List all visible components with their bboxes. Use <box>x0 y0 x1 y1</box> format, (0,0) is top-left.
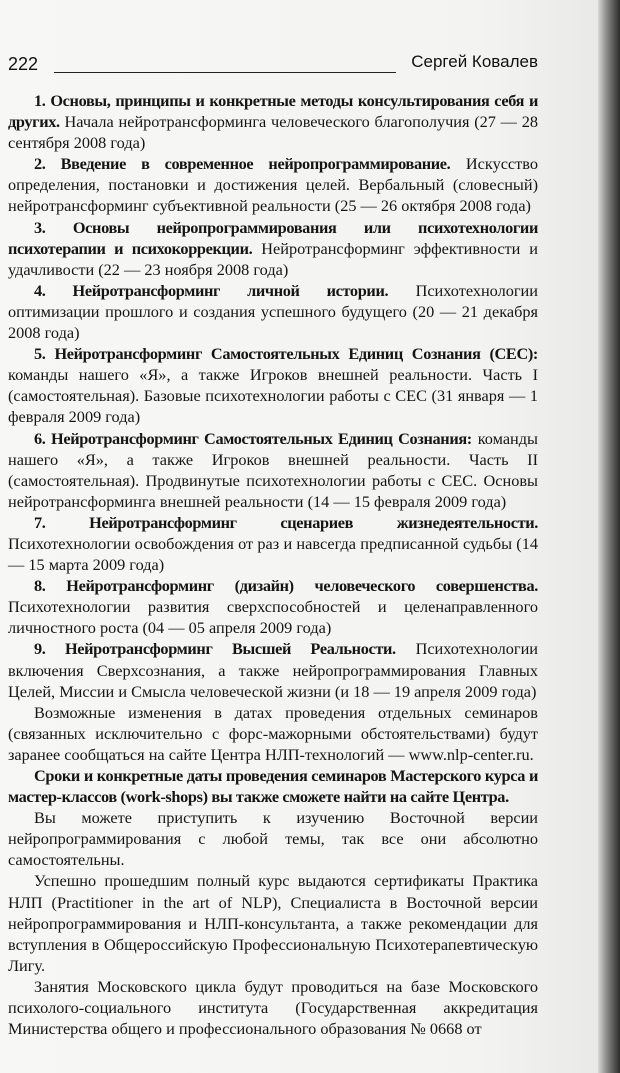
paragraph-text: Психотехнологии развития сверхспособностей и целенаправленного личностного роста (04 — 05 апреля 2009 года) <box>8 597 538 638</box>
paragraph-seminar-2 <box>8 153 538 216</box>
paragraph-moscow-venue <box>8 976 538 1039</box>
paragraph-start-any-topic <box>8 807 538 870</box>
page-number: 222 <box>8 54 39 74</box>
paragraph-seminar-7 <box>8 512 538 575</box>
paragraph-heading: 6. Нейротрансформинг Самостоятельных Единиц Сознания: <box>34 428 472 448</box>
paragraph-seminar-9 <box>8 638 538 701</box>
paragraph-heading: 2. Введение в современное нейропрограммирование. <box>34 154 451 174</box>
running-head-author: Сергей Ковалев <box>411 52 538 71</box>
paragraph-text: Начала нейротрансформинга человеческого благополучия (27 — 28 сентября 2008 года) <box>8 112 538 153</box>
paragraph-text: Занятия Московского цикла будут проводиться на базе Московского психолого-социального института (Государственная аккредитация Министерства общего и профессионального образования № 0668 от <box>8 976 538 1039</box>
paragraph-text: команды нашего «Я», а также Игроков внешней реальности. Часть II (самостоятельная). Продвинутые психотехнологии работы с СЕС. Основы нейротрансформинга внешней реальности (14 — 15 февраля 2009 года) <box>8 428 538 511</box>
paragraph-text: Нейротрансформинг эффективности и удачливости (22 — 23 ноября 2008 года) <box>8 238 538 279</box>
paragraph-heading: 5. Нейротрансформинг Самостоятельных Единиц Сознания (СЕС): <box>34 344 538 364</box>
paragraph-heading: 1. Основы, принципы и конкретные методы консультирования себя и других. <box>8 91 538 132</box>
page-header <box>8 52 538 76</box>
paragraph-certificates <box>8 870 538 975</box>
paragraph-text: Возможные изменения в датах проведения отдельных семинаров (связанных исключительно с форс-мажорными обстоятельствами) будут заранее сообщаться на сайте Центра НЛП-технологий — www.nlp-center.ru. <box>8 702 538 764</box>
paragraph-seminar-1 <box>8 90 538 153</box>
paragraph-heading: 9. Нейротрансформинг Высшей Реальности. <box>34 639 396 659</box>
paragraph-heading: 8. Нейротрансформинг (дизайн) человеческого совершенства. <box>34 576 538 596</box>
book-spine-shadow <box>598 0 620 1073</box>
paragraph-seminar-8 <box>8 575 538 638</box>
paragraph-heading: Сроки и конкретные даты проведения семинаров Мастерского курса и мастер-классов (work-shops) вы также сможете найти на сайте Центра. <box>8 766 538 807</box>
paragraph-seminar-3 <box>8 217 538 280</box>
paragraph-seminar-6 <box>8 428 538 512</box>
paragraph-text: команды нашего «Я», а также Игроков внешней реальности. Часть I (самостоятельная). Базовые психотехнологии работы с СЕС (31 января — 1 февраля 2009 года) <box>8 365 538 427</box>
paragraph-text: Искусство определения, постановки и достижения целей. Вербальный (словесный) нейротрансформинг субъективной реальности (25 — 26 октября 2008 года) <box>8 154 538 216</box>
paragraph-text: Психотехнологии оптимизации прошлого и создания успешного будущего (20 — 21 декабря 2008 года) <box>8 280 538 343</box>
paragraph-master-course <box>8 765 538 807</box>
paragraph-heading: 4. Нейротрансформинг личной истории. <box>34 280 389 300</box>
paragraph-seminar-4 <box>8 280 538 343</box>
paragraph-date-changes <box>8 702 538 765</box>
paragraph-text: Вы можете приступить к изучению Восточной версии нейропрограммирования с любой темы, так все они абсолютно самостоятельны. <box>8 808 538 870</box>
paragraph-seminar-5 <box>8 343 538 427</box>
paragraph-text: Психотехнологии включения Сверхсознания, а также нейропрограммирования Главных Целей, Миссии и Смысла человеческой жизни (и 18 — 19 апреля 2009 года) <box>8 639 538 701</box>
body-text <box>8 90 538 1039</box>
paragraph-heading: 7. Нейротрансформинг сценариев жизнедеятельности. <box>34 512 538 532</box>
header-rule <box>54 72 396 73</box>
paragraph-heading: 3. Основы нейропрограммирования или психотехнологии психотерапии и психокоррекции. <box>8 217 538 258</box>
paragraph-text: Успешно прошедшим полный курс выдаются сертификаты Практика НЛП (Practitioner in the art of NLP), Специалиста в Восточной версии нейропрограммирования и НЛП-консультанта, а также рекомендации для вступления в Общероссийскую Профессиональную Психотерапевтическую Лигу. <box>8 871 538 975</box>
paragraph-text: Психотехнологии освобождения от раз и навсегда предписанной судьбы (14 — 15 марта 2009 года) <box>8 533 538 575</box>
